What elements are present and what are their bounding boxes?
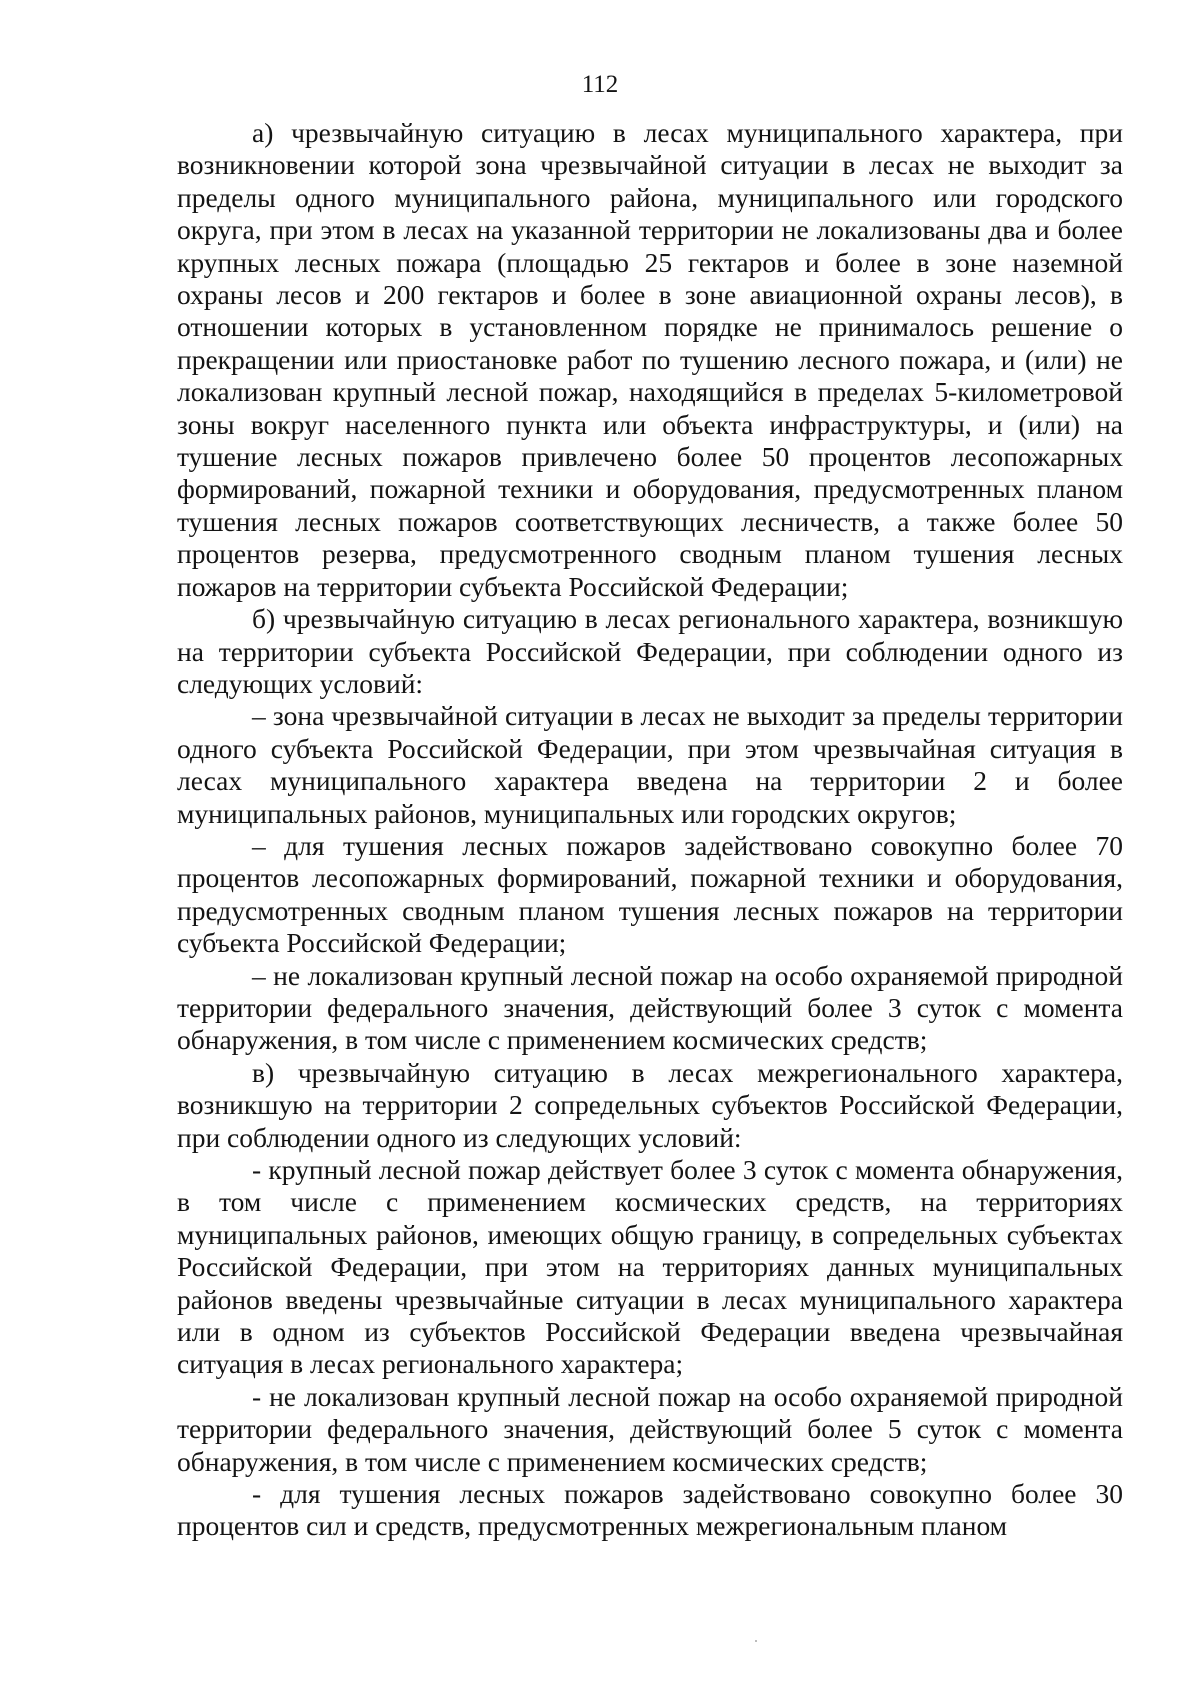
paragraph-v: в) чрезвычайную ситуацию в лесах межрегионального характера, возникшую на территории 2 сопредельных субъектов Российской Федерации, при соблюдении одного из следующих условий: (177, 1056, 1123, 1153)
document-body (177, 117, 1123, 1543)
list-item-b-1: – зона чрезвычайной ситуации в лесах не выходит за пределы территории одного субъекта Российской Федерации, при этом чрезвычайная ситуация в лесах муниципального характера введена на территории 2 и более муниципальных районов, муниципальных или городских округов; (177, 700, 1123, 829)
paragraph-b: б) чрезвычайную ситуацию в лесах регионального характера, возникшую на территории субъекта Российской Федерации, при соблюдении одного из следующих условий: (177, 603, 1123, 699)
scan-dot (755, 1640, 757, 1642)
list-item-v-2: - не локализован крупный лесной пожар на особо охраняемой природной территории федерального значения, действующий более 5 суток с момента обнаружения, в том числе с применением космических средств; (177, 1380, 1123, 1477)
list-item-v-3: - для тушения лесных пожаров задействовано совокупно более 30 процентов сил и средств, предусмотренных межрегиональным планом (177, 1478, 1123, 1542)
page-number: 112 (581, 71, 619, 98)
paragraph-a: а) чрезвычайную ситуацию в лесах муниципального характера, при возникновении которой зона чрезвычайной ситуации в лесах не выходит за пределы одного муниципального района, муниципального или городского округа, при этом в лесах на указанной территории не локализованы два и более крупных лесных пожара (площадью 25 гектаров и более в зоне наземной охраны лесов и 200 гектаров и более в зоне авиационной охраны лесов), в отношении которых в установленном порядке не принималось решение о прекращении или приостановке работ по тушению лесного пожара, и (или) не локализован крупный лесной пожар, находящийся в пределах 5-километровой зоны вокруг населенного пункта или объекта инфраструктуры, и (или) на тушение лесных пожаров привлечено более 50 процентов лесопожарных формирований, пожарной техники и оборудования, предусмотренных планом тушения лесных пожаров соответствующих лесничеств, а также более 50 процентов резерва, предусмотренного сводным планом тушения лесных пожаров на территории субъекта Российской Федерации; (177, 117, 1123, 602)
list-item-b-2: – для тушения лесных пожаров задействовано совокупно более 70 процентов лесопожарных формирований, пожарной техники и оборудования, предусмотренных сводным планом тушения лесных пожаров на территории субъекта Российской Федерации; (177, 829, 1123, 959)
list-item-v-1: - крупный лесной пожар действует более 3 суток с момента обнаружения, в том числе с применением космических средств, на территориях муниципальных районов, имеющих общую границу, в сопредельных субъектах Российской Федерации, при этом на территориях данных муниципальных районов введены чрезвычайные ситуации в лесах муниципального характера или в одном из субъектов Российской Федерации введена чрезвычайная ситуация в лесах регионального характера; (177, 1154, 1123, 1380)
list-item-b-3: – не локализован крупный лесной пожар на особо охраняемой природной территории федерального значения, действующий более 3 суток с момента обнаружения, в том числе с применением космических средств; (177, 959, 1123, 1056)
